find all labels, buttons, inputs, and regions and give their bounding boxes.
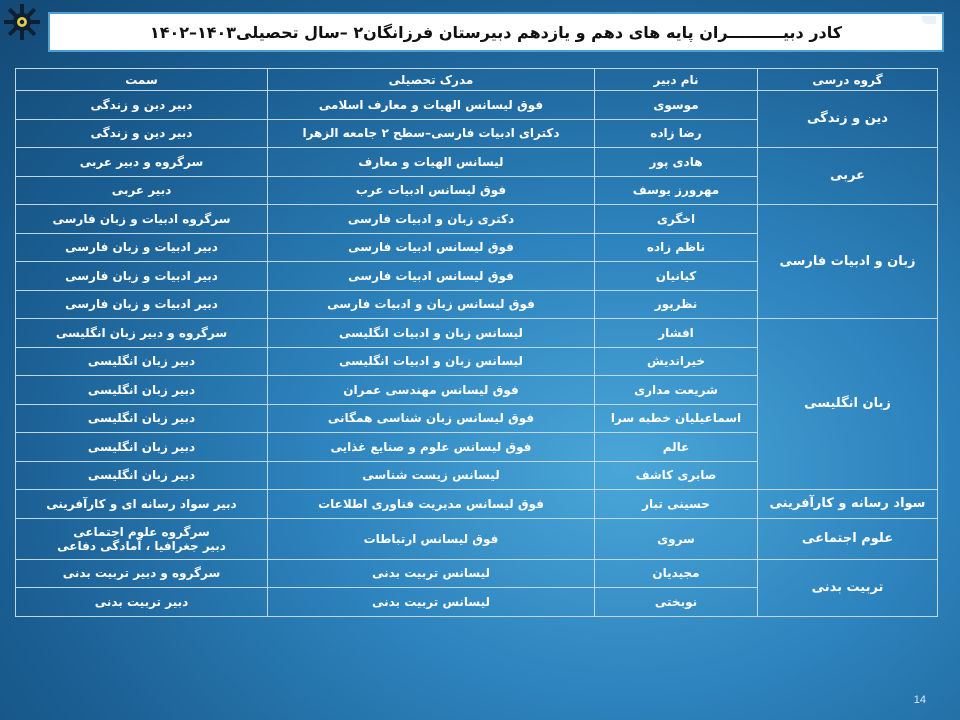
table-row	[16, 205, 938, 234]
degree-cell: فوق لیسانس مهندسی عمران	[268, 376, 595, 405]
degree-cell: فوق لیسانس مدیریت فناوری اطلاعات	[268, 490, 595, 519]
degree-cell: فوق لیسانس ارتباطات	[268, 518, 595, 559]
teacher-name-cell: ناظم زاده	[595, 233, 758, 262]
teacher-name-cell: مجیدیان	[595, 559, 758, 588]
teacher-name-cell: هادی پور	[595, 148, 758, 177]
teacher-name-cell: رضا زاده	[595, 119, 758, 148]
table-row	[16, 91, 938, 120]
position-cell: سرگروه و دبیر زبان انگلیسی	[16, 319, 268, 348]
subject-group-cell: دین و زندگی	[758, 91, 938, 148]
subject-group-cell: زبان و ادبیات فارسی	[758, 205, 938, 319]
teacher-name-cell: نظرپور	[595, 290, 758, 319]
teacher-name-cell: خیراندیش	[595, 347, 758, 376]
position-cell: دبیر دین و زندگی	[16, 119, 268, 148]
subject-group-cell: عربی	[758, 148, 938, 205]
degree-cell: فوق لیسانس زبان و ادبیات فارسی	[268, 290, 595, 319]
degree-cell: فوق لیسانس علوم و صنایع غذایی	[268, 433, 595, 462]
teachers-table	[15, 68, 938, 617]
position-cell: دبیر زبان انگلیسی	[16, 461, 268, 490]
position-cell: سرگروه ادبیات و زبان فارسی	[16, 205, 268, 234]
page-number: 14	[913, 694, 926, 706]
subject-group-cell: زبان انگلیسی	[758, 319, 938, 490]
teacher-name-cell: شریعت مداری	[595, 376, 758, 405]
degree-cell: لیسانس زبان و ادبیات انگلیسی	[268, 319, 595, 348]
table-row	[16, 148, 938, 177]
school-emblem-icon	[3, 3, 41, 41]
degree-cell: لیسانس الهیات و معارف	[268, 148, 595, 177]
degree-cell: لیسانس زبان و ادبیات انگلیسی	[268, 347, 595, 376]
column-header: گروه درسی	[758, 69, 938, 91]
column-header: نام دبیر	[595, 69, 758, 91]
subject-group-cell: سواد رسانه و کارآفرینی	[758, 490, 938, 519]
teacher-name-cell: موسوی	[595, 91, 758, 120]
column-header: سمت	[16, 69, 268, 91]
degree-cell: فوق لیسانس الهیات و معارف اسلامی	[268, 91, 595, 120]
position-cell: دبیر عربی	[16, 176, 268, 205]
teacher-name-cell: کیانیان	[595, 262, 758, 291]
table-row	[16, 319, 938, 348]
degree-cell: فوق لیسانس ادبیات فارسی	[268, 262, 595, 291]
position-cell: دبیر ادبیات و زبان فارسی	[16, 290, 268, 319]
position-cell: دبیر زبان انگلیسی	[16, 433, 268, 462]
position-cell: سرگروه علوم اجتماعی دبیر جغرافیا ، آمادگی دفاعی	[16, 518, 268, 559]
table-header-row	[16, 69, 938, 91]
teacher-name-cell: عالم	[595, 433, 758, 462]
teachers-table-container	[15, 68, 937, 617]
teacher-name-cell: اخگری	[595, 205, 758, 234]
table-row	[16, 518, 938, 559]
degree-cell: لیسانس تربیت بدنی	[268, 559, 595, 588]
title-corner-decoration	[922, 16, 936, 24]
degree-cell: دکترای ادبیات فارسی–سطح ۲ جامعه الزهرا	[268, 119, 595, 148]
degree-cell: لیسانس تربیت بدنی	[268, 588, 595, 617]
position-cell: دبیر زبان انگلیسی	[16, 404, 268, 433]
position-cell: دبیر دین و زندگی	[16, 91, 268, 120]
teacher-name-cell: نوبختی	[595, 588, 758, 617]
column-header: مدرک تحصیلی	[268, 69, 595, 91]
table-row	[16, 559, 938, 588]
subject-group-cell: تربیت بدنی	[758, 559, 938, 616]
degree-cell: فوق لیسانس زبان شناسی همگانی	[268, 404, 595, 433]
degree-cell: لیسانس زیست شناسی	[268, 461, 595, 490]
degree-cell: فوق لیسانس ادبیات عرب	[268, 176, 595, 205]
subject-group-cell: علوم اجتماعی	[758, 518, 938, 559]
teacher-name-cell: افشار	[595, 319, 758, 348]
position-cell: دبیر ادبیات و زبان فارسی	[16, 233, 268, 262]
teacher-name-cell: مهرورز یوسف	[595, 176, 758, 205]
degree-cell: دکتری زبان و ادبیات فارسی	[268, 205, 595, 234]
page-title: کادر دبیــــــــــران پایه های دهم و یازدهم دبیرستان فرزانگان۲ –سال تحصیلی۱۴۰۳–۱۴۰۲	[149, 22, 843, 42]
teacher-name-cell: حسینی تبار	[595, 490, 758, 519]
teacher-name-cell: اسماعیلیان خطبه سرا	[595, 404, 758, 433]
teacher-name-cell: سروی	[595, 518, 758, 559]
teacher-name-cell: صابری کاشف	[595, 461, 758, 490]
page-title-bar	[48, 12, 944, 52]
table-row	[16, 490, 938, 519]
position-cell: دبیر زبان انگلیسی	[16, 376, 268, 405]
position-cell: سرگروه و دبیر تربیت بدنی	[16, 559, 268, 588]
position-cell: دبیر تربیت بدنی	[16, 588, 268, 617]
position-cell: دبیر ادبیات و زبان فارسی	[16, 262, 268, 291]
position-cell: سرگروه و دبیر عربی	[16, 148, 268, 177]
position-cell: دبیر زبان انگلیسی	[16, 347, 268, 376]
position-cell: دبیر سواد رسانه ای و کارآفرینی	[16, 490, 268, 519]
degree-cell: فوق لیسانس ادبیات فارسی	[268, 233, 595, 262]
